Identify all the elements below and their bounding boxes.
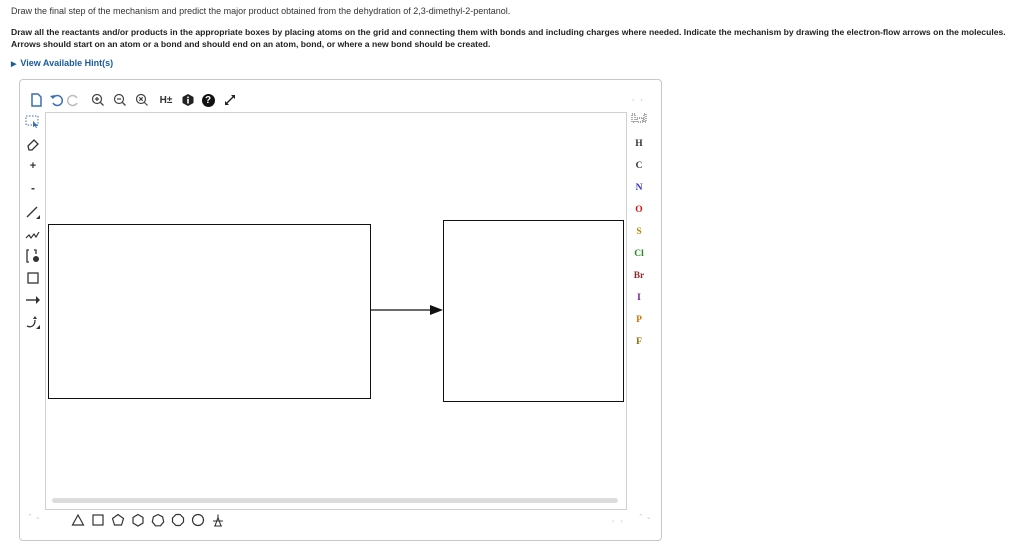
cyclobutane-icon[interactable]	[90, 512, 106, 528]
drawing-canvas[interactable]	[45, 112, 627, 510]
shapes-scroll-updown[interactable]: ⌃⌄	[27, 514, 43, 521]
info-icon[interactable]	[179, 90, 197, 110]
atom-n[interactable]: N	[635, 183, 643, 193]
bracket-tool-icon[interactable]	[22, 246, 44, 266]
rectangle-tool-icon[interactable]	[22, 268, 44, 288]
instructions-text: Draw all the reactants and/or products in the appropriate boxes by placing atoms on the grid and connecting them with bonds and including charges where needed. Indicate the mechanism by drawing the electron-flow arrows on the molecules. Arrows should start on an atom or a bond and should end on an atom, bond, or where a new bond should be created.	[11, 27, 1006, 49]
help-button[interactable]	[199, 90, 217, 110]
periodic-table-icon[interactable]	[628, 112, 650, 132]
cyclooctane-icon[interactable]	[170, 512, 186, 528]
caret-right-icon: ▶	[11, 61, 17, 68]
redo-icon[interactable]	[65, 90, 83, 110]
reactant-box[interactable]	[48, 224, 371, 399]
atom-s[interactable]: S	[636, 227, 642, 237]
benzene-chair-icon[interactable]	[210, 512, 226, 528]
cyclopentane-icon[interactable]	[110, 512, 126, 528]
new-document-icon[interactable]	[27, 90, 45, 110]
product-box[interactable]	[443, 220, 624, 402]
atom-c[interactable]: C	[635, 161, 643, 171]
hydrogen-toggle-button[interactable]: H±	[159, 94, 173, 106]
single-bond-icon[interactable]	[22, 202, 44, 222]
eraser-icon[interactable]	[22, 134, 44, 154]
zoom-in-icon[interactable]	[89, 90, 107, 110]
cyclopropane-icon[interactable]	[70, 512, 86, 528]
atom-cl[interactable]: Cl	[634, 249, 644, 259]
atom-p[interactable]: P	[636, 315, 642, 325]
curved-arrow-icon[interactable]	[22, 312, 44, 332]
negative-charge-button[interactable]: -	[31, 181, 35, 195]
atom-br[interactable]: Br	[633, 271, 645, 281]
cyclohexane-icon[interactable]	[130, 512, 146, 528]
cyclononane-icon[interactable]	[190, 512, 206, 528]
horizontal-scrollbar[interactable]	[52, 498, 618, 503]
view-hints-label: View Available Hint(s)	[20, 58, 114, 68]
atom-o[interactable]: O	[635, 205, 643, 215]
help-label: ?	[202, 94, 215, 107]
selection-tool-icon[interactable]	[22, 112, 44, 132]
reaction-arrow	[371, 303, 445, 317]
shapes-scroll-updown-right[interactable]: ⌃⌄	[638, 514, 654, 521]
chain-tool-icon[interactable]	[22, 224, 44, 244]
zoom-out-icon[interactable]	[111, 90, 129, 110]
undo-icon[interactable]	[47, 90, 65, 110]
reaction-arrow-icon[interactable]	[22, 290, 44, 310]
toolbar-nav-arrows[interactable]: ‹ ›	[632, 97, 645, 104]
atom-f[interactable]: F	[636, 337, 642, 347]
view-hints-link[interactable]	[11, 58, 113, 68]
atom-h[interactable]: H	[635, 139, 643, 149]
fullscreen-icon[interactable]	[221, 90, 239, 110]
question-text: Draw the final step of the mechanism and predict the major product obtained from the dehydration of 2,3-dimethyl-2-pentanol.	[11, 6, 511, 16]
shapes-nav-arrows[interactable]: ‹ ›	[612, 518, 625, 525]
atom-i[interactable]: I	[637, 293, 641, 303]
zoom-reset-icon[interactable]	[133, 90, 151, 110]
positive-charge-button[interactable]: +	[29, 160, 37, 172]
cycloheptane-icon[interactable]	[150, 512, 166, 528]
